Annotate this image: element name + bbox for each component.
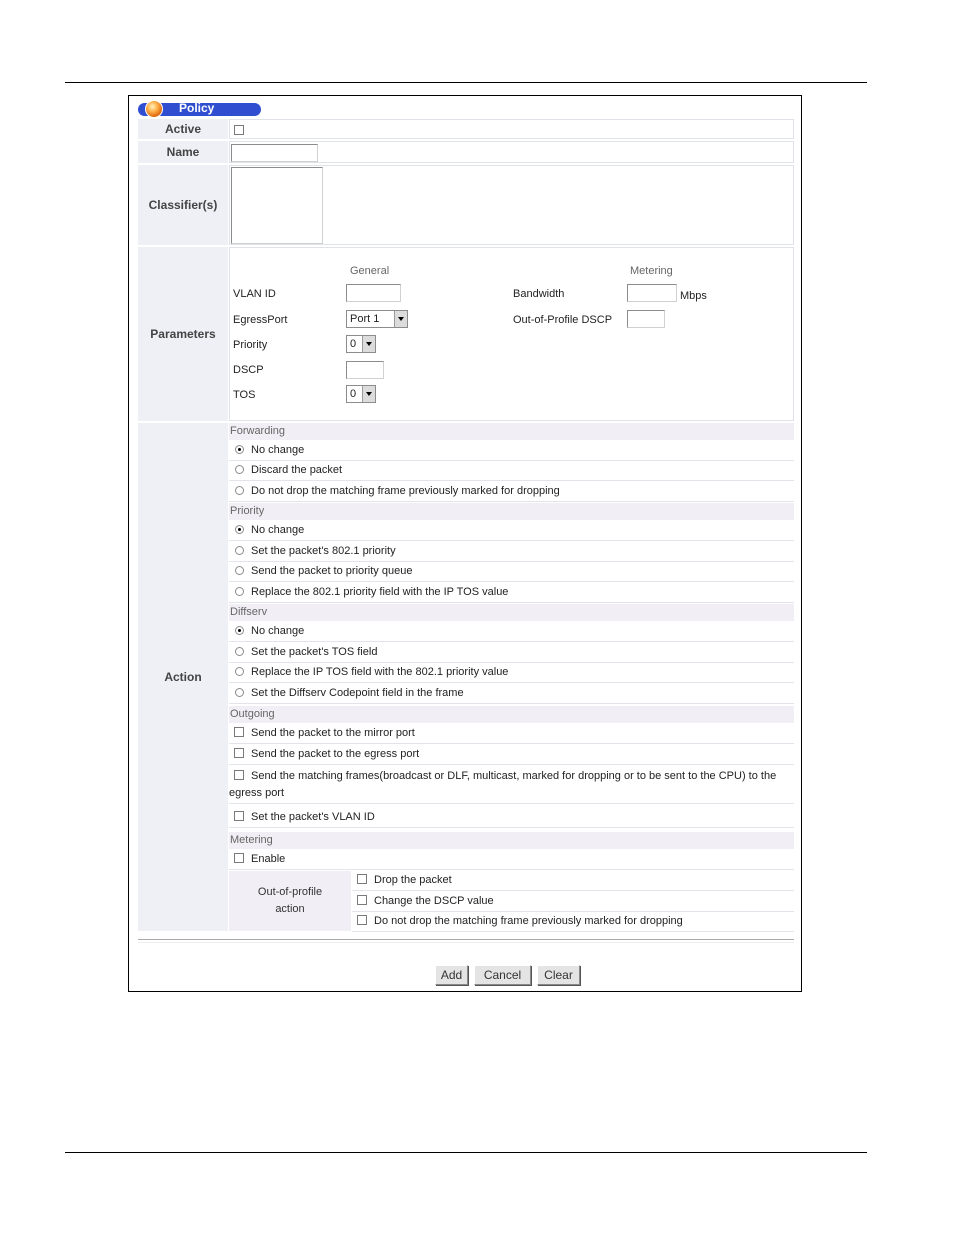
name-cell — [229, 141, 794, 163]
option-label: Enable — [251, 853, 286, 865]
oop-option[interactable] — [352, 912, 794, 932]
oop-dscp-label: Out-of-Profile DSCP — [513, 314, 613, 326]
metering-enable[interactable] — [229, 850, 794, 870]
cancel-button[interactable]: Cancel — [474, 965, 531, 985]
vlan-id-input[interactable] — [346, 284, 401, 302]
priority-option[interactable] — [229, 583, 794, 603]
radio-button[interactable] — [235, 546, 244, 555]
option-label: Replace the 802.1 priority field with the IP TOS value — [251, 586, 509, 598]
vlan-id-label: VLAN ID — [233, 288, 276, 300]
active-label: Active — [138, 119, 228, 139]
checkbox[interactable] — [234, 811, 244, 821]
checkbox[interactable] — [357, 895, 367, 905]
option-label: Send the packet to the egress port — [251, 748, 420, 760]
tos-value: 0 — [350, 388, 357, 400]
priority-option[interactable] — [229, 562, 794, 582]
name-label: Name — [138, 141, 228, 163]
option-label: Discard the packet — [251, 464, 343, 476]
priority-option[interactable] — [229, 542, 794, 562]
add-button[interactable]: Add — [435, 965, 468, 985]
active-cell — [229, 119, 794, 139]
active-checkbox[interactable] — [234, 125, 244, 135]
radio-button[interactable] — [235, 445, 244, 454]
outgoing-option[interactable] — [229, 745, 794, 765]
egress-port-label: EgressPort — [233, 314, 288, 326]
forwarding-option[interactable] — [229, 461, 794, 481]
outgoing-option[interactable] — [229, 724, 794, 744]
oop-action-text: Out-of-profile action — [257, 886, 323, 915]
radio-button[interactable] — [235, 465, 244, 474]
checkbox[interactable] — [234, 770, 244, 780]
option-label: Set the packet's TOS field — [251, 646, 378, 658]
egress-port-value: Port 1 — [350, 313, 380, 325]
oop-action-label — [229, 871, 351, 931]
bandwidth-label: Bandwidth — [513, 288, 565, 300]
radio-button[interactable] — [235, 626, 244, 635]
radio-button[interactable] — [235, 688, 244, 697]
title-orb-icon — [145, 100, 163, 118]
priority-value: 0 — [350, 338, 357, 350]
dscp-input[interactable] — [346, 361, 384, 379]
classifier-listbox[interactable] — [231, 167, 323, 244]
option-label: Replace the IP TOS field with the 802.1 priority value — [251, 666, 509, 678]
radio-button[interactable] — [235, 587, 244, 596]
option-label: Send the packet to the mirror port — [251, 727, 415, 739]
radio-button[interactable] — [235, 525, 244, 534]
oop-dscp-input[interactable] — [627, 310, 665, 328]
outgoing-header: Outgoing — [229, 706, 794, 723]
clear-button[interactable]: Clear — [537, 965, 580, 985]
priority-select[interactable] — [346, 335, 376, 353]
option-label: Set the Diffserv Codepoint field in the frame — [251, 687, 464, 699]
policy-panel — [128, 95, 802, 992]
tos-label: TOS — [233, 389, 256, 401]
option-label: No change — [251, 524, 305, 536]
forwarding-header: Forwarding — [229, 423, 794, 440]
bottom-rule — [65, 1152, 867, 1153]
classifier-cell — [229, 165, 794, 245]
option-label: Change the DSCP value — [374, 895, 494, 907]
metering-header: Metering — [630, 265, 673, 277]
parameters-cell — [229, 247, 794, 421]
checkbox[interactable] — [357, 915, 367, 925]
oop-option[interactable] — [352, 871, 794, 891]
divider — [138, 939, 794, 943]
checkbox[interactable] — [234, 748, 244, 758]
outgoing-option[interactable] — [229, 808, 794, 828]
classifier-label: Classifier(s) — [138, 165, 228, 245]
option-label: Do not drop the matching frame previously marked for dropping — [251, 485, 560, 497]
checkbox[interactable] — [234, 853, 244, 863]
bandwidth-input[interactable] — [627, 284, 677, 302]
forwarding-option[interactable] — [229, 482, 794, 502]
bandwidth-unit: Mbps — [680, 290, 707, 302]
tos-select[interactable] — [346, 385, 376, 403]
action-label: Action — [138, 423, 228, 931]
name-input[interactable] — [231, 144, 318, 162]
radio-button[interactable] — [235, 566, 244, 575]
diffserv-option[interactable] — [229, 663, 794, 683]
option-label: Drop the packet — [374, 874, 452, 886]
radio-button[interactable] — [235, 667, 244, 676]
priority-header: Priority — [229, 503, 794, 520]
radio-button[interactable] — [235, 486, 244, 495]
chevron-down-icon — [362, 386, 375, 402]
outgoing-option[interactable] — [229, 766, 794, 804]
chevron-down-icon — [362, 336, 375, 352]
dscp-label: DSCP — [233, 364, 264, 376]
priority-option[interactable] — [229, 521, 794, 541]
option-label: Set the packet's 802.1 priority — [251, 545, 396, 557]
option-label: Do not drop the matching frame previously marked for dropping — [374, 915, 683, 927]
diffserv-option[interactable] — [229, 622, 794, 642]
radio-button[interactable] — [235, 647, 244, 656]
option-label: Send the packet to priority queue — [251, 565, 413, 577]
chevron-down-icon — [394, 311, 407, 327]
option-label: Send the matching frames(broadcast or DLF, multicast, marked for dropping or to be sent to the CPU) to the egress port — [229, 770, 777, 799]
option-label: No change — [251, 444, 305, 456]
diffserv-header: Diffserv — [229, 604, 794, 621]
forwarding-option[interactable] — [229, 441, 794, 461]
option-label: No change — [251, 625, 305, 637]
checkbox[interactable] — [234, 727, 244, 737]
top-rule — [65, 82, 867, 83]
oop-option[interactable] — [352, 892, 794, 912]
diffserv-option[interactable] — [229, 643, 794, 663]
metering-section-header: Metering — [229, 832, 794, 849]
parameters-label: Parameters — [138, 247, 228, 421]
egress-port-select[interactable] — [346, 310, 408, 328]
page-title: Policy — [179, 101, 215, 115]
checkbox[interactable] — [357, 874, 367, 884]
priority-label: Priority — [233, 339, 268, 351]
general-header: General — [350, 265, 390, 277]
diffserv-option[interactable] — [229, 684, 794, 704]
option-label: Set the packet's VLAN ID — [251, 811, 375, 823]
